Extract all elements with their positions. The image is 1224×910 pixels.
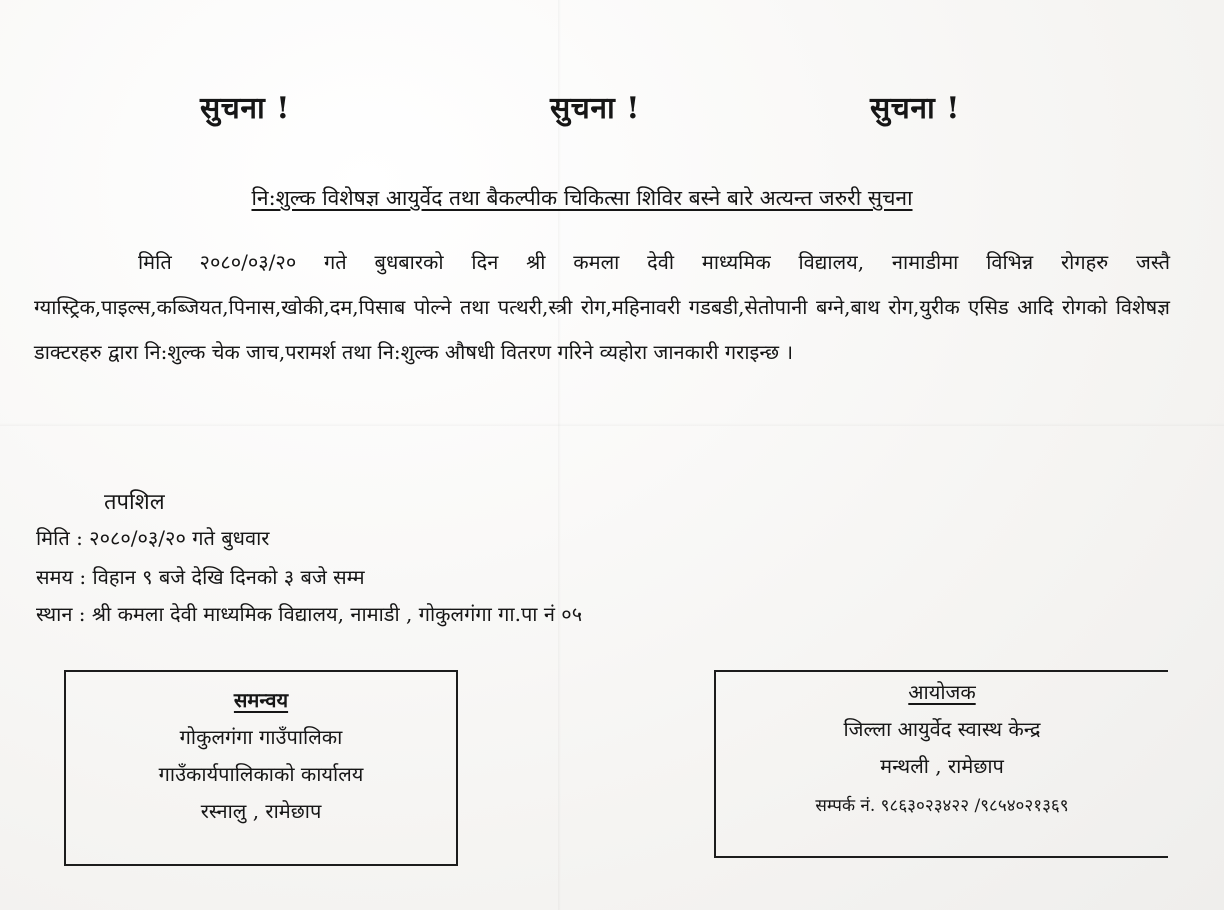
organizer-contact: सम्पर्क नं. ९८६३०२३४२२ /९८५४०२१३६९ <box>815 796 1069 816</box>
notice-heading-left: सुचना ! <box>200 91 290 126</box>
details-title: तपशिल <box>104 490 165 515</box>
details-time: समय : विहान ९ बजे देखि दिनको ३ बजे सम्म <box>36 565 365 589</box>
notice-subject: नि:शुल्क विशेषज्ञ आयुर्वेद तथा बैकल्पीक चिकित्सा शिविर बस्ने बारे अत्यन्त जरुरी सुचना <box>251 186 913 210</box>
organizer-box <box>714 670 1168 858</box>
organizer-line-2: मन्थली , रामेछाप <box>880 754 1004 778</box>
notice-heading-right: सुचना ! <box>870 91 960 126</box>
details-date: मिति : २०८०/०३/२० गते बुधवार <box>36 526 270 550</box>
coordinator-box <box>64 670 458 866</box>
coordinator-line-2: गाउँकार्यपालिकाको कार्यालय <box>158 762 364 786</box>
notice-body: मिति २०८०/०३/२० गते बुधबारको दिन श्री कमला देवी माध्यमिक विद्यालय, नामाडीमा विभिन्न रोगहरु जस्तै ग्यास्ट्रिक,पाइल्स,कब्जियत,पिनास,खोकी,दम,पिसाब पोल्ने तथा पत्थरी,स्त्री रोग,महिनावरी गडबडी,सेतोपानी बग्ने,बाथ रोग,युरीक एसिड आदि रोगको विशेषज्ञ डाक्टरहरु द्वारा नि:शुल्क चेक जाच,परामर्श तथा नि:शुल्क औषधी वितरण गरिने व्यहोरा जानकारी गराइन्छ । <box>34 250 1170 364</box>
notice-heading-center: सुचना ! <box>550 91 640 126</box>
coordinator-title: समन्वय <box>233 688 289 712</box>
details-place: स्थान : श्री कमला देवी माध्यमिक विद्यालय, नामाडी , गोकुलगंगा गा.पा नं ०५ <box>36 602 583 626</box>
organizer-line-1: जिल्ला आयुर्वेद स्वास्थ केन्द्र <box>843 717 1041 741</box>
organizer-title: आयोजक <box>908 680 976 704</box>
coordinator-line-3: रस्नालु , रामेछाप <box>200 799 322 823</box>
coordinator-line-1: गोकुलगंगा गाउँपालिका <box>179 725 343 749</box>
